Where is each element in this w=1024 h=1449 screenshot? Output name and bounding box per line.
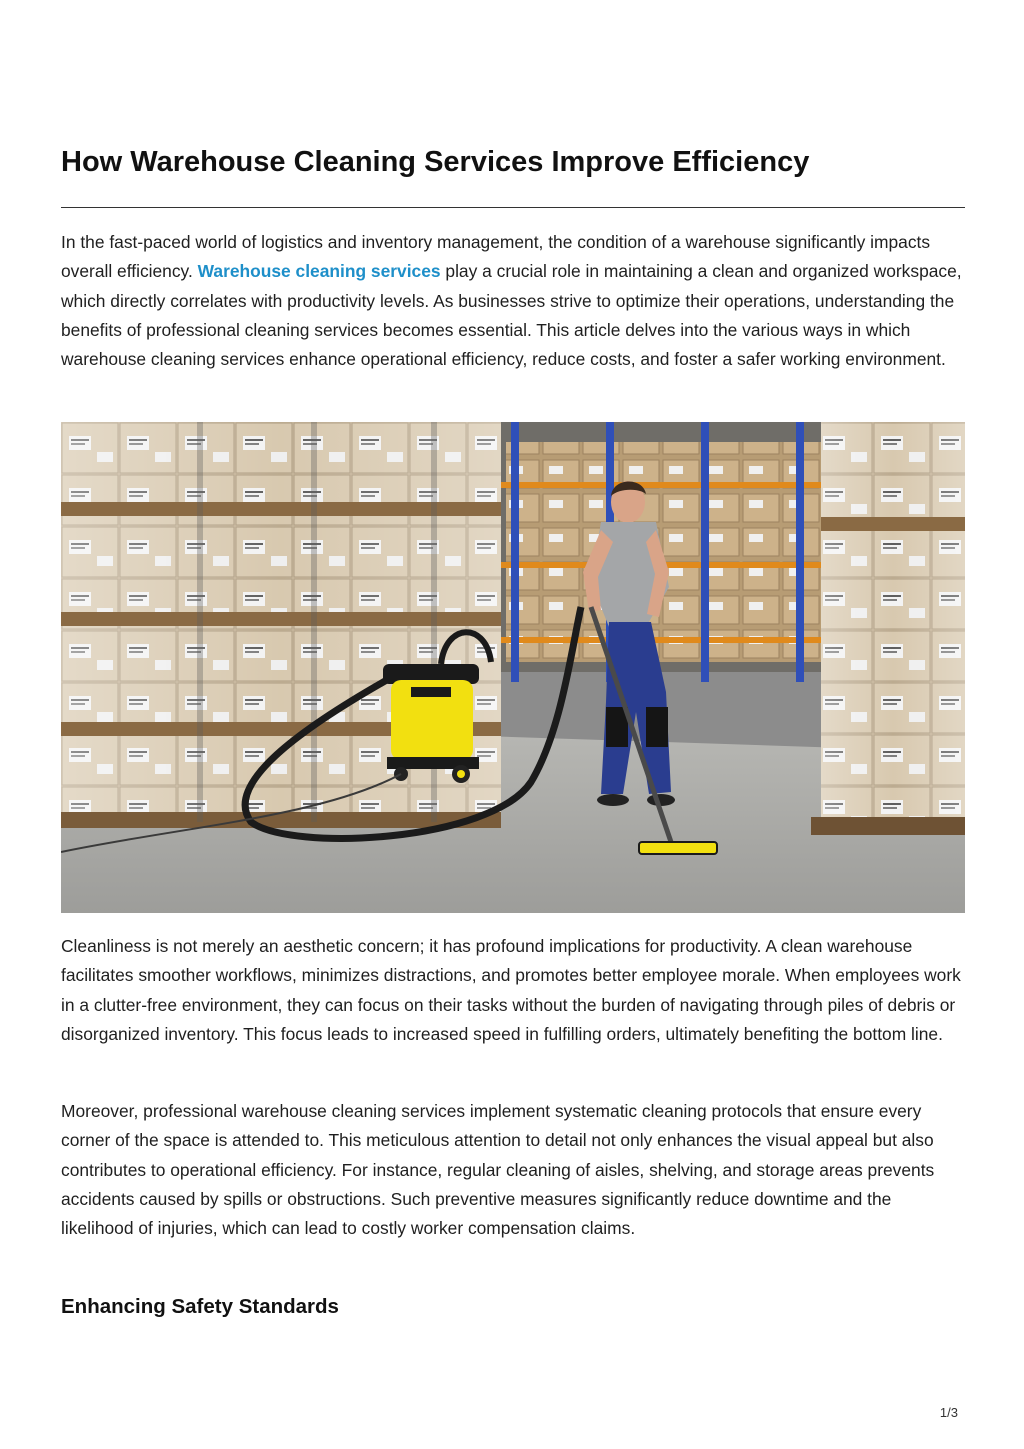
warehouse-cleaning-services-link[interactable]: Warehouse cleaning services bbox=[197, 261, 441, 282]
section-heading-safety: Enhancing Safety Standards bbox=[61, 1295, 339, 1318]
intro-text-after-link: play a crucial role in maintaining a clean and organized workspace, which directly correlates with productivity levels. As businesses strive to optimize their operations, understanding the benefits of professional cleaning services becomes essential. This article delves into the various ways in which warehouse cleaning services enhance operational efficiency, reduce costs, and foster a safer working environment. bbox=[61, 261, 962, 370]
title-divider bbox=[61, 207, 965, 208]
productivity-paragraph: Cleanliness is not merely an aesthetic concern; it has profound implications for productivity. A clean warehouse facilitates smoother workflows, minimizes distractions, and promotes better employee morale. When employees work in a clutter-free environment, they can focus on their tasks without the burden of navigating through piles of debris or disorganized inventory. This focus leads to increased speed in fulfilling orders, ultimately benefiting the bottom line. bbox=[61, 936, 961, 1044]
page-number: 1/3 bbox=[939, 1405, 958, 1420]
intro-text-before-link: In the fast-paced world of logistics and inventory management, the condition of a warehouse significantly impacts overall efficiency. bbox=[61, 232, 931, 282]
page-title: How Warehouse Cleaning Services Improve Efficiency bbox=[61, 146, 810, 178]
warehouse-cleaning-photo bbox=[61, 422, 965, 913]
intro-paragraph bbox=[61, 228, 965, 374]
protocols-paragraph: Moreover, professional warehouse cleaning services implement systematic cleaning protocols that ensure every corner of the space is attended to. This meticulous attention to detail not only enhances the visual appeal but also contributes to operational efficiency. For instance, regular cleaning of aisles, shelving, and storage areas prevents accidents caused by spills or obstructions. Such preventive measures significantly reduce downtime and the likelihood of injuries, which can lead to costly worker compensation claims. bbox=[61, 1101, 935, 1239]
